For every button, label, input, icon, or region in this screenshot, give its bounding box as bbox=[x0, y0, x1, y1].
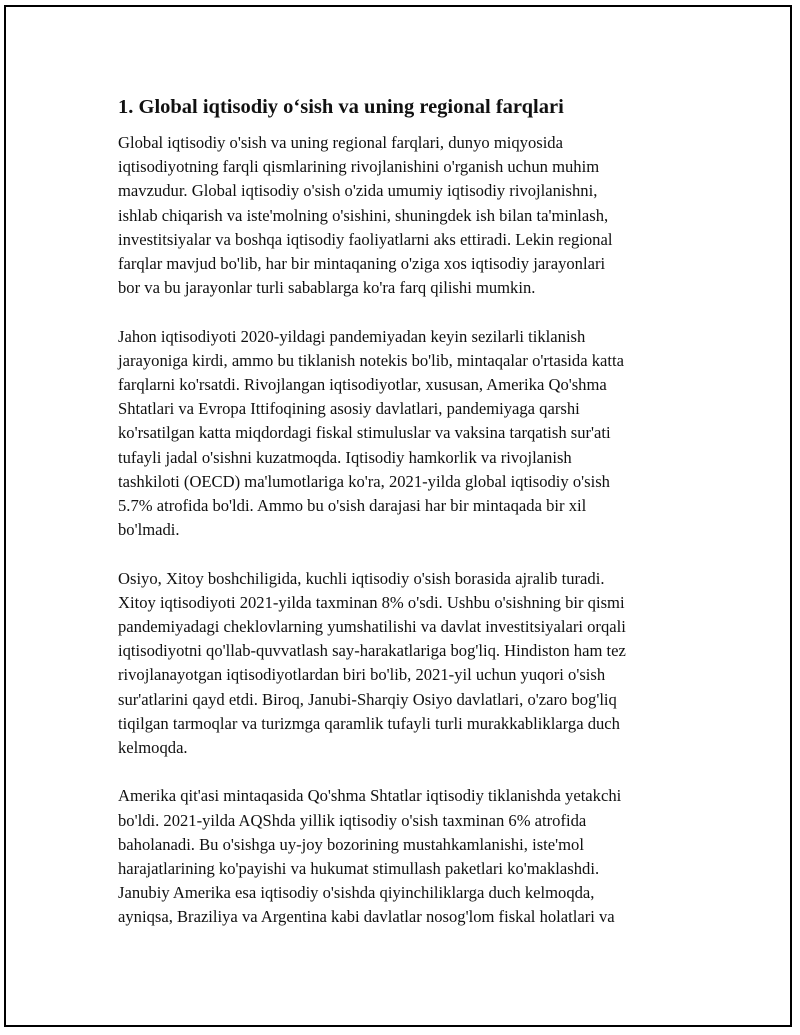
text-line: bor va bu jarayonlar turli sabablarga ko'ra farq qilishi mumkin. bbox=[118, 278, 536, 298]
text-line: iqtisodiyotni qo'llab-quvvatlash say-harakatlariga bog'liq. Hindiston ham tez bbox=[118, 641, 626, 661]
paragraph-1 bbox=[118, 131, 698, 300]
text-line: Osiyo, Xitoy boshchiligida, kuchli iqtisodiy o'sish borasida ajralib turadi. bbox=[118, 568, 605, 588]
paragraph-4 bbox=[118, 784, 698, 929]
document-body bbox=[118, 94, 698, 954]
text-line: farqlar mavjud bo'lib, har bir mintaqaning o'ziga xos iqtisodiy jarayonlari bbox=[118, 254, 606, 274]
text-line: sur'atlarini qayd etdi. Biroq, Janubi-Sharqiy Osiyo davlatlari, o'zaro bog'liq bbox=[118, 689, 617, 709]
text-line: kelmoqda. bbox=[118, 738, 188, 758]
text-line: Xitoy iqtisodiyoti 2021-yilda taxminan 8% o'sdi. Ushbu o'sishning bir qismi bbox=[118, 592, 625, 612]
text-line: tashkiloti (OECD) ma'lumotlariga ko'ra, 2021-yilda global iqtisodiy o'sish bbox=[118, 471, 610, 491]
text-line: Janubiy Amerika esa iqtisodiy o'sishda qiyinchiliklarga duch kelmoqda, bbox=[118, 883, 595, 903]
section-heading: 1. Global iqtisodiy o‘sish va uning regional farqlari bbox=[118, 96, 564, 118]
text-line: bo'ldi. 2021-yilda AQShda yillik iqtisodiy o'sish taxminan 6% atrofida bbox=[118, 810, 587, 830]
text-line: ko'rsatilgan katta miqdordagi fiskal stimuluslar va vaksina tarqatish sur'ati bbox=[118, 423, 611, 443]
text-line: rivojlanayotgan iqtisodiyotlardan biri bo'lib, 2021-yil uchun yuqori o'sish bbox=[118, 665, 606, 685]
text-line: pandemiyadagi cheklovlarning yumshatilishi va davlat investitsiyalari orqali bbox=[118, 617, 626, 637]
text-line: tufayli jadal o'sishni kuzatmoqda. Iqtisodiy hamkorlik va rivojlanish bbox=[118, 447, 572, 467]
paragraph-3 bbox=[118, 567, 698, 761]
text-line: investitsiyalar va boshqa iqtisodiy faoliyatlarni aks ettiradi. Lekin regional bbox=[118, 229, 613, 249]
text-line: bo'lmadi. bbox=[118, 520, 180, 540]
text-line: iqtisodiyotning farqli qismlarining rivojlanishini o'rganish uchun muhim bbox=[118, 157, 600, 177]
text-line: baholanadi. Bu o'sishga uy-joy bozorining mustahkamlanishi, iste'mol bbox=[118, 834, 584, 854]
text-line: Amerika qit'asi mintaqasida Qo'shma Shtatlar iqtisodiy tiklanishda yetakchi bbox=[118, 786, 622, 806]
text-line: ayniqsa, Braziliya va Argentina kabi davlatlar nosog'lom fiskal holatlari va bbox=[118, 907, 615, 927]
text-line: tiqilgan tarmoqlar va turizmga qaramlik tufayli turli murakkabliklarga duch bbox=[118, 713, 620, 733]
text-line: ishlab chiqarish va iste'molning o'sishini, shuningdek ish bilan ta'minlash, bbox=[118, 205, 609, 225]
text-line: Shtatlari va Evropa Ittifoqining asosiy davlatlari, pandemiyaga qarshi bbox=[118, 399, 580, 419]
text-line: farqlarni ko'rsatdi. Rivojlangan iqtisodiyotlar, xususan, Amerika Qo'shma bbox=[118, 375, 607, 395]
text-line: jarayoniga kirdi, ammo bu tiklanish notekis bo'lib, mintaqalar o'rtasida katta bbox=[118, 350, 624, 370]
text-line: Jahon iqtisodiyoti 2020-yildagi pandemiyadan keyin sezilarli tiklanish bbox=[118, 326, 586, 346]
text-line: mavzudur. Global iqtisodiy o'sish o'zida umumiy iqtisodiy rivojlanishni, bbox=[118, 181, 598, 201]
paragraph-2 bbox=[118, 325, 698, 543]
text-line: harajatlarining ko'payishi va hukumat stimullash paketlari ko'maklashdi. bbox=[118, 859, 600, 879]
text-line: Global iqtisodiy o'sish va uning regional farqlari, dunyo miqyosida bbox=[118, 133, 563, 152]
text-line: 5.7% atrofida bo'ldi. Ammo bu o'sish darajasi har bir mintaqada bir xil bbox=[118, 496, 587, 516]
